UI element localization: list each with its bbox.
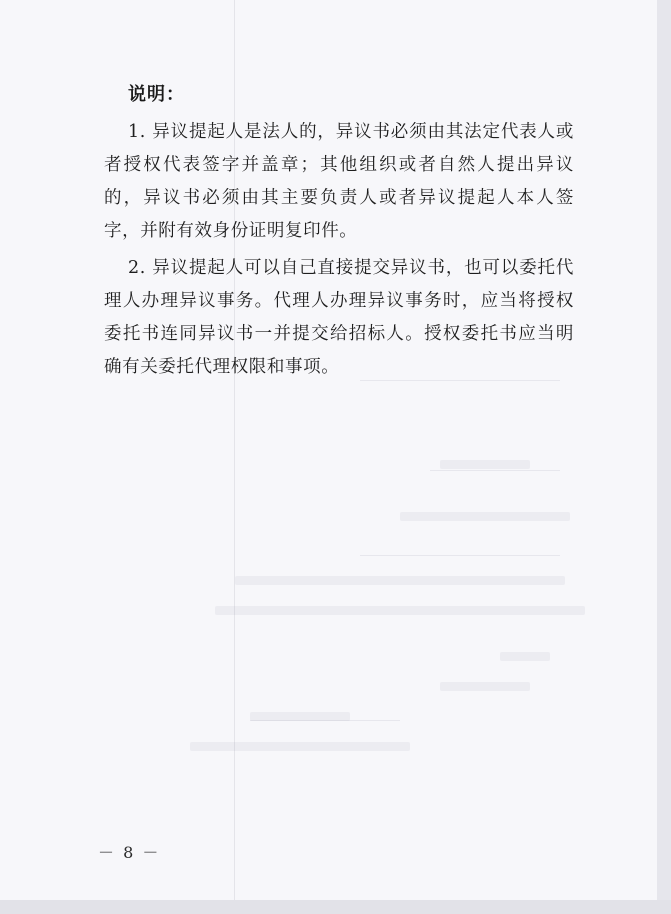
note-paragraph-1: 1. 异议提起人是法人的，异议书必须由其法定代表人或者授权代表签字并盖章；其他组织或者自然人提出异议的，异议书必须由其主要负责人或者异议提起人本人签字，并附有效身份证明复印件。: [104, 122, 574, 241]
bleed-through-text: [400, 512, 570, 521]
page-number: － 8 －: [98, 843, 161, 862]
bleed-through-text: [235, 576, 565, 585]
bleed-through-text: [215, 606, 585, 615]
section-heading: 说明：: [128, 84, 185, 105]
bleed-through-text: [440, 460, 530, 469]
bleed-through-text: [500, 652, 550, 661]
bleed-through-text: [190, 742, 410, 751]
bleed-through-line: [360, 555, 560, 556]
note-paragraph-2: 2. 异议提起人可以自己直接提交异议书，也可以委托代理人办理异议事务。代理人办理异议事务时，应当将授权委托书连同异议书一并提交给招标人。授权委托书应当明确有关委托代理权限和事项。: [104, 258, 574, 377]
bleed-through-text: [440, 682, 530, 691]
scan-edge-bottom: [0, 900, 671, 914]
bleed-through-line: [430, 470, 560, 471]
bleed-through-text: [250, 712, 350, 721]
scan-edge-right: [657, 0, 671, 914]
